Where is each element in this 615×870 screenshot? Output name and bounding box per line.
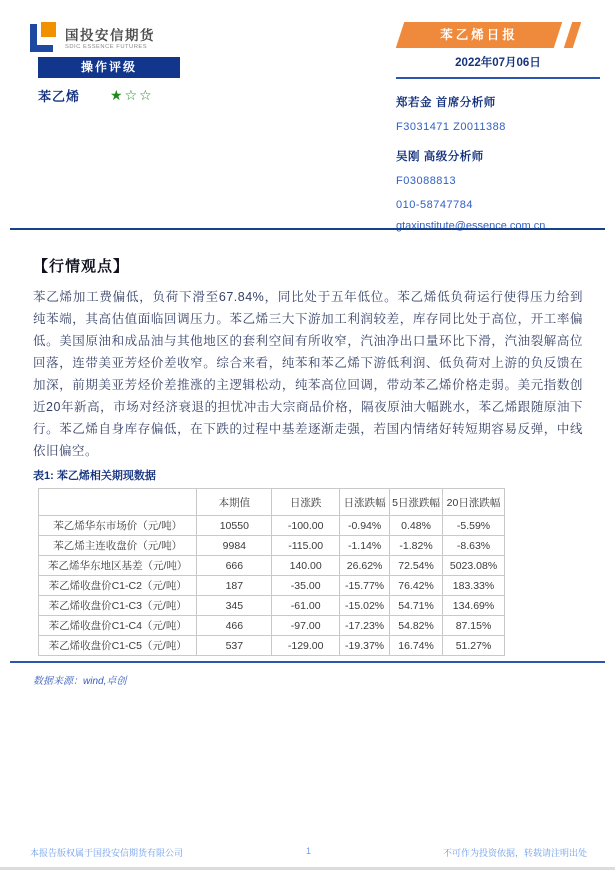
table-cell: 134.69% — [443, 596, 505, 616]
data-source: 数据来源：wind,卓创 — [33, 676, 127, 687]
table-cell-label: 苯乙烯收盘价C1-C5（元/吨） — [39, 636, 197, 656]
table-row — [39, 576, 505, 596]
analyst-ids: F03088813 — [396, 175, 457, 187]
rating-banner: 操作评级 — [38, 57, 180, 78]
table-cell: -8.63% — [443, 536, 505, 556]
table-cell: 345 — [197, 596, 272, 616]
table-header-cell: 5日涨跌幅 — [390, 489, 443, 516]
table-cell-label: 苯乙烯华东地区基差（元/吨） — [39, 556, 197, 576]
brand-name: 国投安信期货 — [65, 28, 155, 43]
table-cell: 5023.08% — [443, 556, 505, 576]
analyst-name: 郑若金 首席分析师 — [396, 97, 496, 109]
report-badge — [396, 22, 562, 48]
contact-phone: 010-58747784 — [396, 199, 473, 211]
table-cell-label: 苯乙烯收盘价C1-C2（元/吨） — [39, 576, 197, 596]
table-header-cell: 20日涨跌幅 — [443, 489, 505, 516]
report-badge-label: 苯乙烯日报 — [440, 28, 518, 42]
table-header-row — [39, 489, 505, 516]
table-cell-label: 苯乙烯华东市场价（元/吨） — [39, 516, 197, 536]
table-header-cell: 本期值 — [197, 489, 272, 516]
table-cell: 10550 — [197, 516, 272, 536]
table-row — [39, 596, 505, 616]
report-date: 2022年07月06日 — [396, 54, 600, 79]
table-cell: 76.42% — [390, 576, 443, 596]
table-header-cell: 日涨跌幅 — [340, 489, 390, 516]
footer-page-number: 1 — [305, 846, 312, 856]
table-cell: -0.94% — [340, 516, 390, 536]
table-cell: -97.00 — [272, 616, 340, 636]
table-cell: -17.23% — [340, 616, 390, 636]
table-row — [39, 536, 505, 556]
table-cell: -35.00 — [272, 576, 340, 596]
rating-row — [38, 86, 154, 105]
table-cell: -100.00 — [272, 516, 340, 536]
table-cell: 140.00 — [272, 556, 340, 576]
table-cell: 87.15% — [443, 616, 505, 636]
table-cell: 183.33% — [443, 576, 505, 596]
table-cell: 26.62% — [340, 556, 390, 576]
table-divider — [10, 661, 605, 663]
table-cell: 54.82% — [390, 616, 443, 636]
table-cell: 72.54% — [390, 556, 443, 576]
brand-text — [65, 22, 155, 50]
table-cell: -15.02% — [340, 596, 390, 616]
table-row — [39, 516, 505, 536]
table-cell: 54.71% — [390, 596, 443, 616]
table-header-cell — [39, 489, 197, 516]
table-cell: 16.74% — [390, 636, 443, 656]
report-badge-wrap — [396, 22, 600, 48]
report-badge-tail — [564, 22, 581, 48]
section-heading: 【行情观点】 — [33, 258, 130, 275]
table-cell-label: 苯乙烯收盘价C1-C4（元/吨） — [39, 616, 197, 636]
table-cell: 51.27% — [443, 636, 505, 656]
company-logo-icon — [30, 22, 58, 52]
table-row — [39, 556, 505, 576]
table-cell: -129.00 — [272, 636, 340, 656]
table-cell: 466 — [197, 616, 272, 636]
table-cell-label: 苯乙烯收盘价C1-C3（元/吨） — [39, 596, 197, 616]
table-cell: 187 — [197, 576, 272, 596]
footer-copyright: 本报告版权属于国投安信期货有限公司 — [30, 848, 184, 858]
brand-subtitle: SDIC ESSENCE FUTURES — [65, 44, 148, 50]
rating-stars: ★☆☆ — [110, 87, 154, 103]
table-cell: -61.00 — [272, 596, 340, 616]
table-cell: -19.37% — [340, 636, 390, 656]
analyst-name: 吴刚 高级分析师 — [396, 151, 484, 163]
table-row — [39, 616, 505, 636]
brand-logo — [30, 22, 155, 52]
table-cell: -115.00 — [272, 536, 340, 556]
contact-email: gtaxinstitute@essence.com.cn — [396, 220, 546, 232]
table-cell-label: 苯乙烯主连收盘价（元/吨） — [39, 536, 197, 556]
section-body: 苯乙烯加工费偏低，负荷下滑至67.84%，同比处于五年低位。苯乙烯低负荷运行使得压力给到纯苯端，其高估值面临回调压力。苯乙烯三大下游加工利润较差，库存同比处于高位，开工率偏低。美国原油和成品油与其他地区的套利空间有所收窄，汽油净出口量环比下滑，汽油裂解高位回落，连带美亚芳烃价差收窄。综合来看，纯苯和苯乙烯下游低利润、低负荷对上游的负反馈在加深，前期美亚芳烃价差推涨的主逻辑松动，纯苯高位回调，带动苯乙烯价格走弱。美元指数创近20年新高，市场对经济衰退的担忧冲击大宗商品价格，隔夜原油大幅跳水，苯乙烯跟随原油下行。苯乙烯自身库存偏低，在下跌的过程中基差逐渐走强，若国内情绪好转短期容易反弹，中线依旧偏空。 — [33, 290, 583, 458]
table-cell: -1.82% — [390, 536, 443, 556]
table-cell: -5.59% — [443, 516, 505, 536]
table-cell: 9984 — [197, 536, 272, 556]
data-table — [38, 488, 505, 656]
table-cell: -1.14% — [340, 536, 390, 556]
header-divider — [10, 228, 605, 230]
table-title: 表1: 苯乙烯相关期现数据 — [33, 470, 156, 482]
table-header-cell: 日涨跌 — [272, 489, 340, 516]
table-cell: 537 — [197, 636, 272, 656]
rating-product: 苯乙烯 — [38, 89, 81, 104]
page-footer — [30, 846, 587, 859]
table-cell: -15.77% — [340, 576, 390, 596]
table-cell: 0.48% — [390, 516, 443, 536]
footer-disclaimer: 不可作为投资依据，转载请注明出处 — [442, 848, 587, 858]
analyst-ids: F3031471 Z0011388 — [396, 121, 506, 133]
table-row — [39, 636, 505, 656]
report-info-column — [396, 22, 600, 232]
table-cell: 666 — [197, 556, 272, 576]
